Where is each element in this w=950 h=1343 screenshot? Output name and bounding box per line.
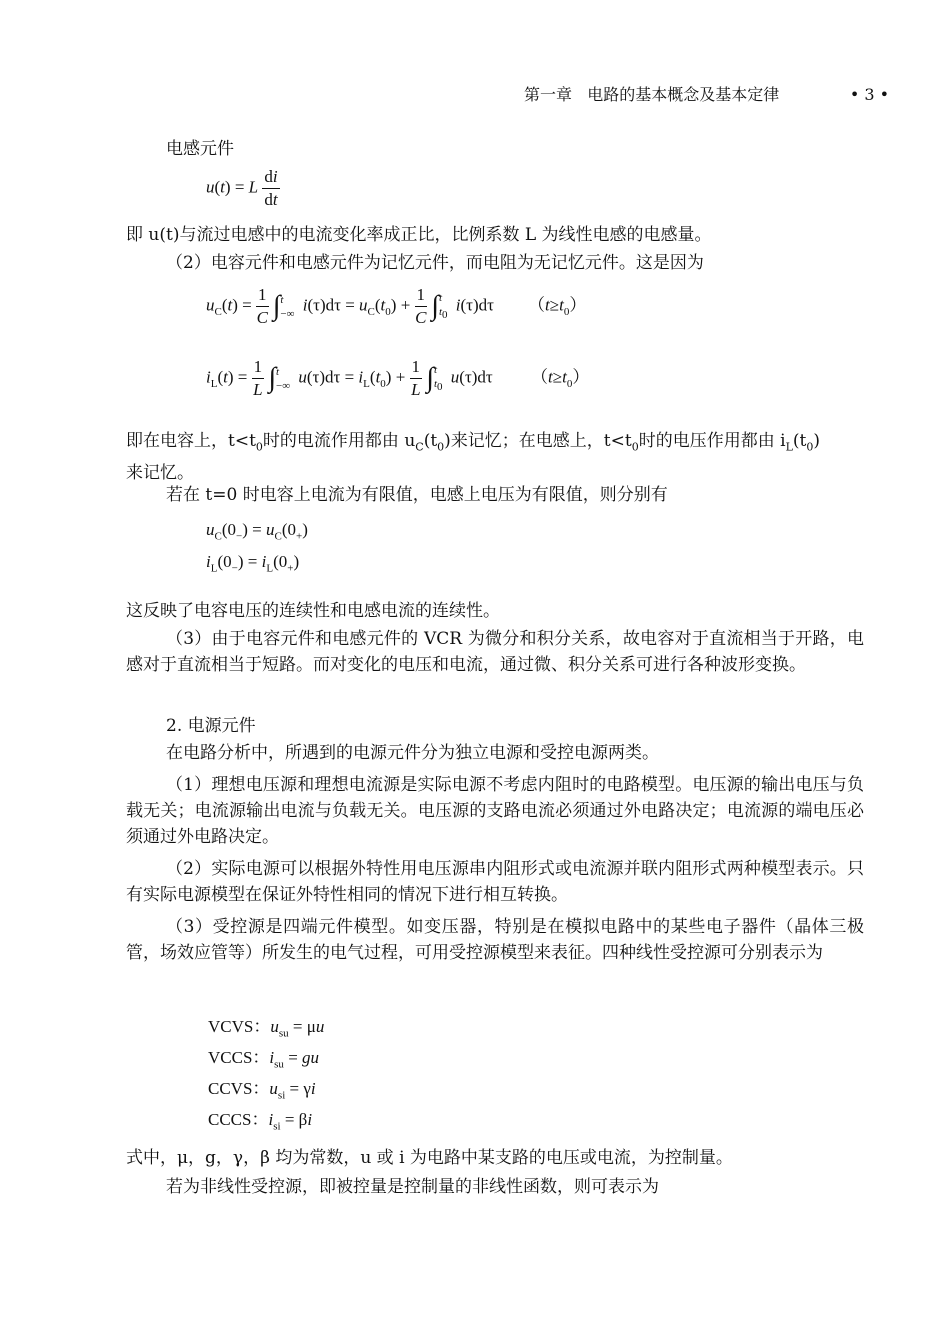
equation-capacitor-voltage: $u_C(t)$ = $\frac{1}{C}$ ∫ t −∞ $i(\tau)d\tau = u_C(t_0)$ + $\frac{1}{C}$ ∫ t $t_0$ i(τ)dτ $(t\ge t_0)$ (206, 285, 587, 327)
paragraph-ideal-sources: （1）理想电压源和理想电流源是实际电源不考虑内阻时的电路模型。电压源的输出电压与负载无关；电流源输出电流与负载无关。电压源的支路电流必须通过外电路决定；电流源的端电压必须通过外电路决定。 (126, 775, 864, 847)
paragraph-coefficients: 式中，μ，g，γ，β 均为常数，u 或 i 为电路中某支路的电压或电流，为控制量。 (126, 1148, 733, 1168)
chapter-title: 电路的基本概念及基本定律 (587, 85, 780, 104)
memory-explanation: 即在电容上，$t<t_0$时的电流作用都由 $u_C(t_0)$来记忆；在电感上，$t<t_0$时的电压作用都由 $i_L(t_0)$ 来记忆。 (126, 431, 820, 484)
inductor-heading: 电感元件 (166, 139, 234, 159)
equation-cccs: CCCS：$i_{si} = \beta i$ (208, 1110, 313, 1133)
paragraph-real-sources: （2）实际电源可以根据外特性用电压源串内阻形式或电流源并联内阻形式两种模型表示。只有实际电源模型在保证外特性相同的情况下进行相互转换。 (126, 859, 864, 905)
equation-inductor-current: $i_L(t)$ = $\frac{1}{L}$ ∫ t −∞ $u(\tau)d\tau = i_L(t_0)$ + $\frac{1}{L}$ ∫ t $t_0$ u(τ)dτ $(t\ge t_0)$ (206, 357, 590, 399)
chapter-label: 第一章 (524, 85, 573, 104)
equation-continuity-voltage: $u_C(0_-) = u_C(0_+)$ (206, 520, 308, 543)
paragraph-vcr: （3）由于电容元件和电感元件的 VCR 为微分和积分关系，故电容对于直流相当于开路，电感对于直流相当于短路。而对变化的电压和电流，通过微、积分关系可进行各种波形变换。 (126, 629, 864, 675)
page-header (524, 82, 889, 105)
continuity-description: 这反映了电容电压的连续性和电感电流的连续性。 (126, 601, 500, 621)
section-title-sources: 2. 电源元件 (166, 716, 256, 736)
equation-vcvs: VCVS：$u_{su} = \mu u$ (208, 1017, 325, 1040)
paragraph-sources-intro: 在电路分析中，所遇到的电源元件分为独立电源和受控电源两类。 (166, 743, 659, 763)
page-number: • 3 • (849, 85, 890, 104)
paragraph-initial-condition: 若在 t=0 时电容上电流为有限值，电感上电压为有限值，则分别有 (166, 485, 668, 505)
equation-vccs: VCCS：$i_{su}$ = gu (208, 1048, 320, 1071)
paragraph-controlled-sources: （3）受控源是四端元件模型。如变压器，特别是在模拟电路中的某些电子器件（晶体三极管，场效应管等）所发生的电气过程，可用受控源模型来表征。四种线性受控源可分别表示为 (126, 917, 864, 963)
equation-inductor: u(t) = L $\frac{di}{dt}$ (206, 167, 278, 209)
paragraph-nonlinear: 若为非线性受控源，即被控量是控制量的非线性函数，则可表示为 (166, 1177, 659, 1197)
equation-continuity-current: $i_L(0_-) = i_L(0_+)$ (206, 552, 300, 575)
inductor-description: 即 u(t)与流过电感中的电流变化率成正比，比例系数 L 为线性电感的电感量。 (126, 225, 712, 245)
paragraph-memory-elements: （2）电容元件和电感元件为记忆元件，而电阻为无记忆元件。这是因为 (166, 253, 704, 273)
equation-ccvs: CCVS：$u_{si} = \gamma i$ (208, 1079, 316, 1102)
